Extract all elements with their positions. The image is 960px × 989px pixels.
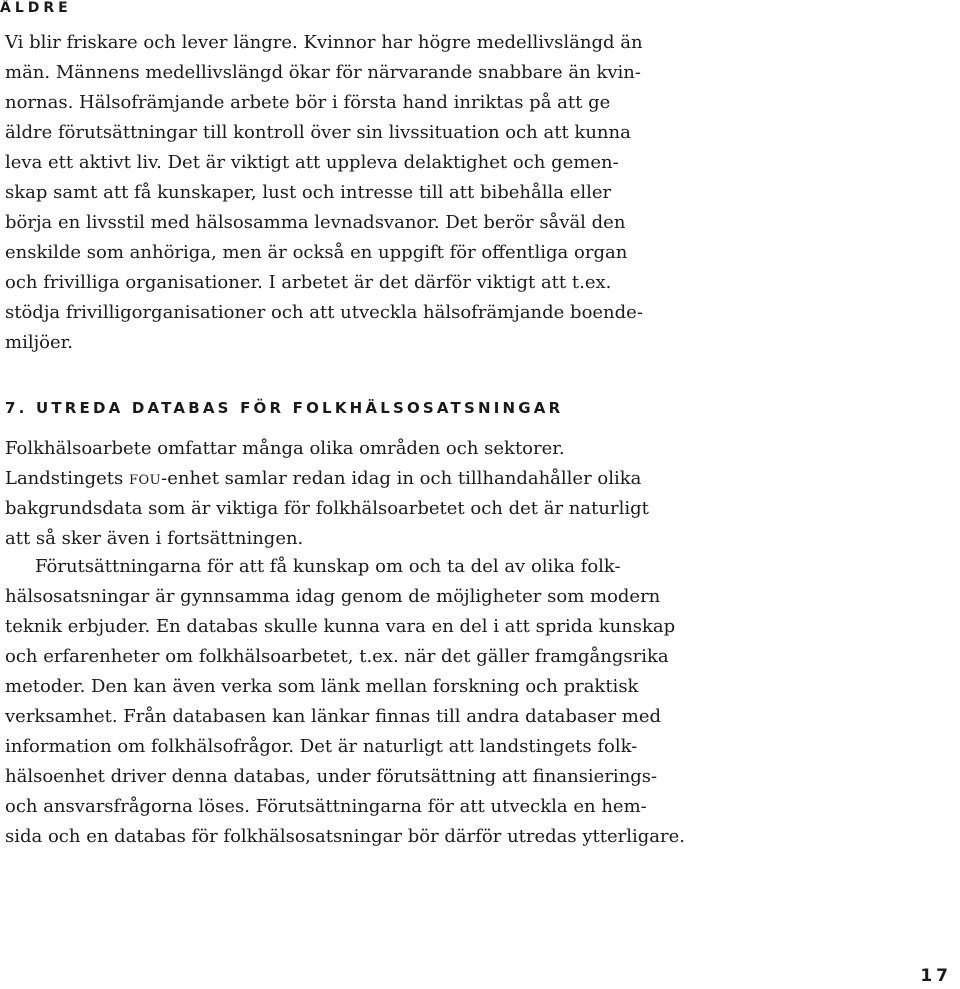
section-heading: 7. UTREDA DATABAS FÖR FOLKHÄLSOSATSNINGAR [5,399,564,417]
page-number: 17 [920,966,952,986]
paragraph-line: börja en livsstil med hälsosamma levnadsvanor. Det berör såväl den [5,212,626,233]
paragraph-line: leva ett aktivt liv. Det är viktigt att uppleva delaktighet och gemen- [5,152,619,173]
section-paragraph-2 [5,552,705,852]
running-head: ÄLDRE [0,0,72,16]
paragraph-line: hälsosatsningar är gynnsamma idag genom de möjligheter som modern [5,586,661,607]
paragraph-line: Vi blir friskare och lever längre. Kvinnor har högre medellivslängd än [5,32,643,53]
paragraph-line: män. Männens medellivslängd ökar för närvarande snabbare än kvin- [5,62,641,83]
abbreviation-fou: fou [129,468,162,489]
paragraph-line: verksamhet. Från databasen kan länkar finnas till andra databaser med [5,706,662,727]
paragraph-line: hälsoenhet driver denna databas, under förutsättning att finansierings- [5,766,658,787]
paragraph-line: och frivilliga organisationer. I arbetet är det därför viktigt att t.ex. [5,272,612,293]
paragraph-line: och erfarenheter om folkhälsoarbetet, t.ex. när det gäller framgångsrika [5,646,669,667]
paragraph-line: äldre förutsättningar till kontroll över sin livssituation och att kunna [5,122,631,143]
intro-paragraph [5,28,705,358]
paragraph-line: bakgrundsdata som är viktiga för folkhälsoarbetet och det är naturligt [5,498,649,519]
paragraph-line: Folkhälsoarbete omfattar många olika områden och sektorer. [5,438,565,459]
paragraph-line: miljöer. [5,332,74,353]
paragraph-line: teknik erbjuder. En databas skulle kunna vara en del i att sprida kunskap [5,616,676,637]
section-paragraph-1 [5,434,705,554]
paragraph-line: nornas. Hälsofrämjande arbete bör i första hand inriktas på att ge [5,92,611,113]
paragraph-line: Förutsättningarna för att få kunskap om och ta del av olika folk- [35,556,621,577]
line-text: Landstingets [5,468,129,489]
paragraph-line: sida och en databas för folkhälsosatsningar bör därför utredas ytterligare. [5,826,686,847]
paragraph-line: metoder. Den kan även verka som länk mellan forskning och praktisk [5,676,639,697]
paragraph-line: stödja frivilligorganisationer och att utveckla hälsofrämjande boende- [5,302,643,323]
paragraph-line: att så sker även i fortsättningen. [5,528,304,549]
paragraph-line: information om folkhälsofrågor. Det är naturligt att landstingets folk- [5,736,638,757]
paragraph-line [5,464,705,494]
paragraph-line: enskilde som anhöriga, men är också en uppgift för offentliga organ [5,242,628,263]
paragraph-line: skap samt att få kunskaper, lust och intresse till att bibehålla eller [5,182,612,203]
paragraph-line: och ansvarsfrågorna löses. Förutsättningarna för att utveckla en hem- [5,796,647,817]
line-text: -enhet samlar redan idag in och tillhandahåller olika [161,468,642,489]
